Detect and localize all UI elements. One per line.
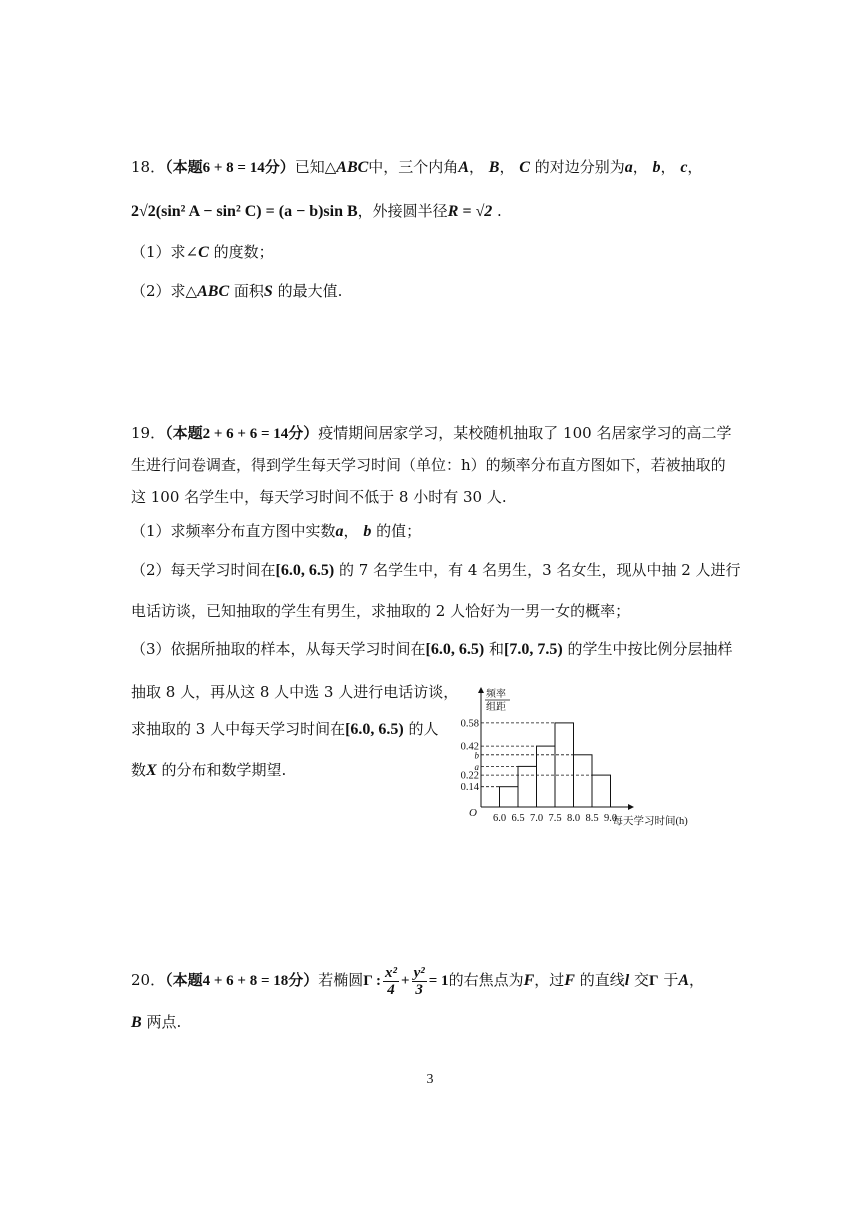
- y-tick-label: 0.22: [460, 770, 479, 782]
- x-tick-label: 8.0: [566, 813, 581, 824]
- q18-part1-end: 的度数；: [213, 243, 274, 261]
- histogram-bar: [518, 766, 537, 807]
- q20-text: 于: [663, 971, 679, 989]
- x-tick-label: 9.0: [603, 813, 618, 824]
- q20-var-F: F: [564, 972, 575, 989]
- q18-points-expr: 6 + 8 = 14: [202, 160, 265, 176]
- q18-var-B: B: [488, 159, 500, 176]
- x-tick-label: 8.5: [585, 813, 599, 824]
- q18-text: ，外接圆半径: [357, 202, 448, 220]
- q18-angle-C: C: [198, 244, 209, 261]
- q20-frac-x: [383, 965, 399, 998]
- q19-part3-text: 的分布和数学期望.: [161, 761, 287, 779]
- histogram-bar: [592, 775, 611, 807]
- q20-denom-4: 4: [387, 981, 395, 998]
- q20-var-F: F: [523, 972, 535, 989]
- q19-text: 疫情期间居家学习，某校随机抽取了 100 名居家学习的高二学: [318, 424, 732, 442]
- q19-part1: [131, 519, 421, 544]
- y-axis-arrow: [478, 687, 484, 693]
- q20-text: 若椭圆: [318, 971, 364, 989]
- q19-part2-cont: [131, 599, 630, 623]
- q19-part3-cont1: [131, 680, 458, 704]
- x-tick-label: 6.0: [492, 813, 507, 824]
- q19-var-a: a: [335, 523, 344, 540]
- q19-part3-text: 的人: [408, 720, 439, 738]
- q18-part2: [131, 279, 342, 304]
- q19-and: 和: [488, 640, 504, 658]
- q19-part1-end: 的值；: [376, 522, 422, 540]
- q20-denom-3: 3: [415, 981, 423, 998]
- q20-text: 的直线: [579, 971, 625, 989]
- y-tick-label: 0.14: [460, 782, 479, 794]
- q18-area-S: S: [263, 283, 273, 300]
- x-axis-arrow: [628, 804, 634, 810]
- q18-text: 已知△: [294, 158, 337, 176]
- q18-text: 的对边分别为: [534, 158, 625, 176]
- q18-triangle-name: ABC: [336, 159, 369, 176]
- q20-text: ，过: [534, 971, 565, 989]
- q19-sep: ，: [343, 522, 359, 540]
- q18-part1-text: （1）求∠: [131, 243, 199, 261]
- q19-text: 生进行问卷调查，得到学生每天学习时间（单位：h）的频率分布直方图如下，若被抽取的: [131, 456, 726, 474]
- q19-part2: [131, 558, 741, 583]
- q18-part2-end: 的最大值.: [277, 282, 343, 300]
- histogram-bar: [537, 746, 556, 807]
- y-axis-label-top: 频率: [486, 689, 506, 700]
- y-axis-label-bottom: 组距: [486, 702, 506, 713]
- q20-frac-y: [412, 965, 427, 998]
- x-tick-label: 6.5: [511, 813, 525, 824]
- q18-line1: [131, 155, 702, 180]
- page-number: 3: [426, 1072, 434, 1087]
- histogram-bar: [500, 787, 519, 807]
- q18-text: 中，三个内角: [368, 158, 459, 176]
- q20-var-l: l: [624, 972, 630, 989]
- q20-text: 两点.: [146, 1013, 182, 1031]
- q20-points-expr: 4 + 6 + 8 = 18: [202, 973, 289, 989]
- frequency-histogram: [448, 683, 688, 828]
- y-tick-label: b: [474, 750, 479, 761]
- q20-gamma: Γ :: [363, 973, 382, 989]
- q19-part1-text: （1）求频率分布直方图中实数: [131, 522, 336, 540]
- q20-var-A: A: [678, 972, 689, 989]
- q19-part3-cont2: [131, 717, 439, 742]
- q19-number: 19．: [131, 424, 166, 442]
- q18-var-b: b: [652, 159, 661, 176]
- q19-part3: [131, 637, 732, 662]
- q18-part2-mid: 面积: [233, 282, 264, 300]
- q18-var-c: c: [680, 159, 688, 176]
- q19-part3-text: 求抽取的 3 人中每天学习时间在: [131, 720, 346, 738]
- q18-sep: ，: [468, 158, 484, 176]
- q19-part3-cont3: [131, 758, 286, 783]
- q19-var-X: X: [146, 762, 157, 779]
- q19-part2-text: 的 7 名学生中，有 4 名男生，3 名女生，现从中抽 2 人进行: [338, 561, 741, 579]
- q18-part1: [131, 240, 274, 265]
- x-axis-label: 每天学习时间(h): [612, 816, 688, 827]
- q20-number: 20．: [131, 971, 166, 989]
- x-tick-label: 7.0: [529, 813, 544, 824]
- q19-interval-6-65: [6.0, 6.5): [425, 641, 485, 658]
- q18-part2-text: （2）求△: [131, 282, 198, 300]
- q20-sep: ，: [689, 971, 705, 989]
- q18-var-A: A: [458, 159, 469, 176]
- q19-points-label: （本题: [165, 426, 203, 442]
- q19-var-b: b: [363, 523, 372, 540]
- q19-interval-6-65: [6.0, 6.5): [345, 721, 404, 738]
- q19-part3-text: 抽取 8 人，再从这 8 人中选 3 人进行电话访谈，: [131, 683, 459, 701]
- q20-var-B: B: [131, 1014, 142, 1031]
- q18-line2: [131, 199, 502, 224]
- q18-sep: ，: [687, 158, 703, 176]
- q19-part2-text: 电话访谈，已知抽取的学生有男生，求抽取的 2 人恰好为一男一女的概率；: [131, 602, 631, 620]
- q19-interval-6-65: [6.0, 6.5): [275, 562, 335, 579]
- q18-var-C: C: [519, 159, 530, 176]
- q19-line1: [131, 421, 731, 446]
- q18-sep: ，: [632, 158, 648, 176]
- q19-part2-text: （2）每天学习时间在: [131, 561, 276, 579]
- q20-equals-one: = 1: [428, 973, 449, 989]
- y-tick-label: 0.42: [460, 741, 479, 753]
- y-tick-label: a: [474, 761, 479, 772]
- q18-number: 18．: [131, 158, 166, 176]
- q20-line2: [131, 1010, 181, 1035]
- q19-points-unit: 分）: [288, 426, 319, 442]
- x-tick-label: 7.5: [548, 813, 562, 824]
- q19-part3-text: 数: [131, 761, 147, 779]
- q18-triangle-name: ABC: [197, 283, 230, 300]
- q19-interval-7-75: [7.0, 7.5): [504, 641, 563, 658]
- histogram-bar: [574, 755, 593, 807]
- q19-part3-text: 的学生中按比例分层抽样: [567, 640, 733, 658]
- q18-points-unit: 分）: [264, 160, 295, 176]
- origin-label: O: [469, 807, 477, 819]
- q20-x-squared: x²: [385, 964, 398, 981]
- q18-sep: ，: [499, 158, 515, 176]
- y-tick-label: 0.58: [460, 718, 479, 730]
- q20-y-squared: y²: [413, 964, 425, 981]
- q19-points-expr: 2 + 6 + 6 = 14: [202, 426, 289, 442]
- histogram-bar: [555, 723, 574, 807]
- q18-formula: 2√2(sin² A − sin² C) = (a − b)sin B: [131, 203, 358, 220]
- q18-radius: R = √2: [447, 203, 493, 220]
- q20-text: 的右焦点为: [448, 971, 524, 989]
- q20-points-unit: 分）: [288, 973, 319, 989]
- q18-period: .: [497, 202, 502, 220]
- q19-line2: [131, 453, 726, 477]
- q20-plus: +: [401, 973, 410, 989]
- q19-text: 这 100 名学生中，每天学习时间不低于 8 小时有 30 人.: [131, 488, 507, 506]
- q18-var-a: a: [624, 159, 633, 176]
- q20-line1: [131, 962, 704, 999]
- q19-line3: [131, 485, 507, 509]
- q20-points-label: （本题: [165, 973, 203, 989]
- q19-part3-text: （3）依据所抽取的样本，从每天学习时间在: [131, 640, 426, 658]
- q20-gamma: Γ: [648, 973, 659, 989]
- q20-text: 交: [633, 971, 649, 989]
- q18-points-label: （本题: [165, 160, 203, 176]
- q18-sep: ，: [660, 158, 676, 176]
